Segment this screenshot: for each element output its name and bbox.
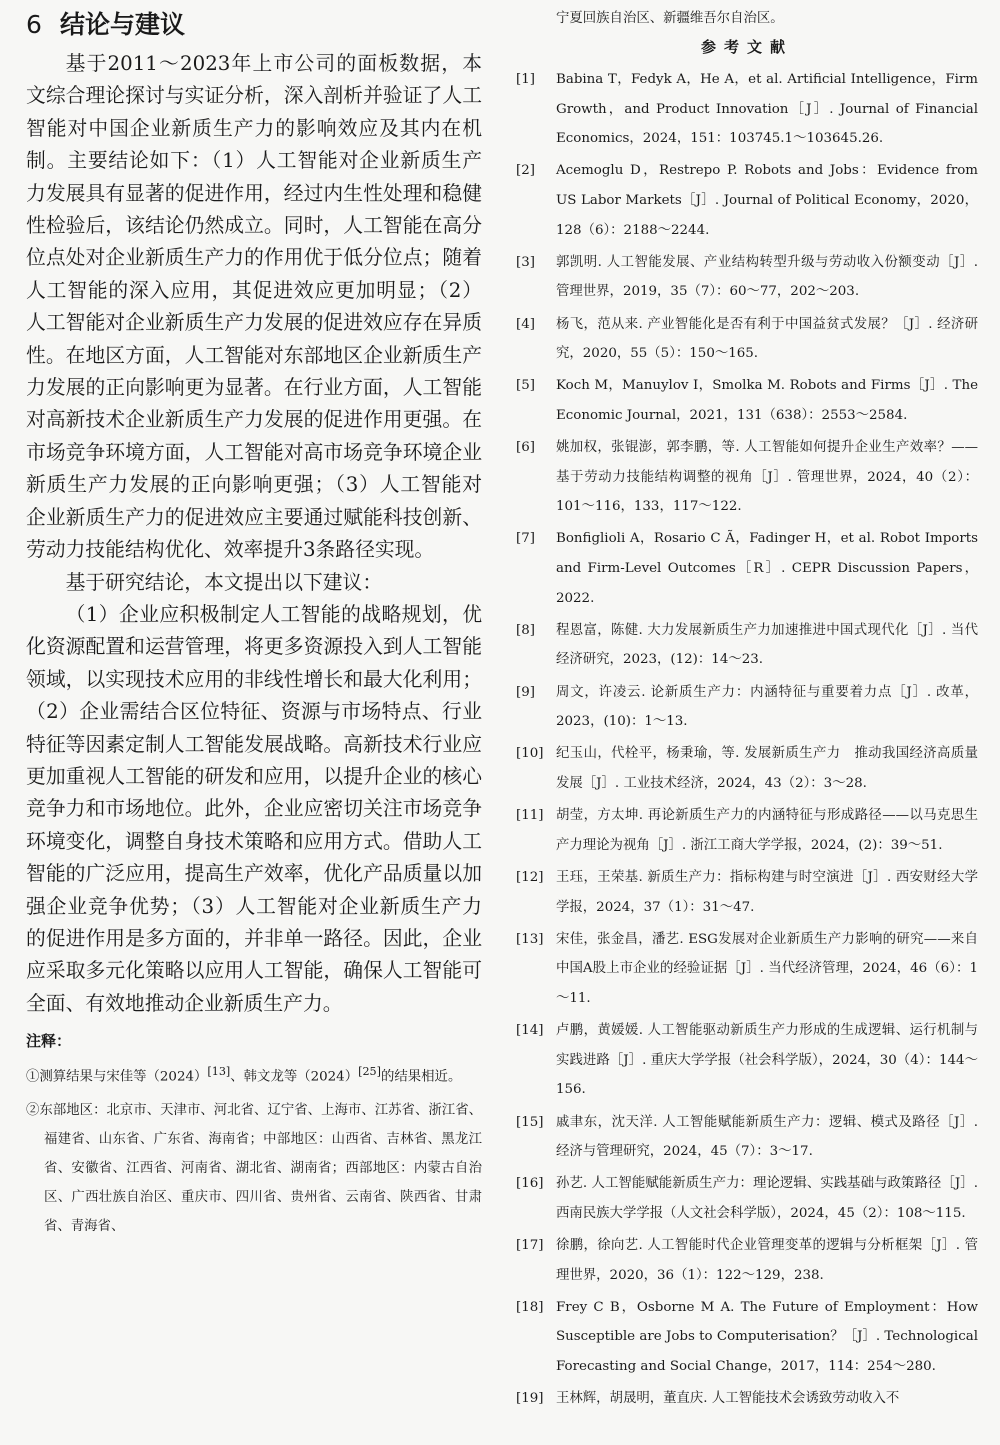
reference-text: Koch M，Manuylov I，Smolka M. Robots and Firms［J］. The Economic Journal，2021，131（638）：2553～2584.	[556, 378, 978, 423]
reference-text: 程恩富，陈健. 大力发展新质生产力加速推进中国式现代化［J］. 当代经济研究，2023，(12)：14～23.	[556, 622, 978, 668]
reference-number: [12]	[516, 869, 544, 885]
reference-text: 杨飞，范从来. 产业智能化是否有利于中国益贫式发展？［J］. 经济研究，2020，55（5）：150～165.	[556, 316, 978, 362]
reference-item	[516, 156, 978, 245]
reference-text: 周文，许凌云. 论新质生产力：内涵特征与重要着力点［J］. 改革，2023，(10)：1～13.	[556, 684, 978, 730]
reference-text: Babina T，Fedyk A，He A，et al. Artificial Intelligence，Firm Growth，and Product Innovation［J］. Journal of Financial Economics，2024，151：103745.1～103645.26.	[556, 72, 978, 147]
reference-item	[516, 739, 978, 798]
reference-item	[516, 433, 978, 522]
reference-text: Frey C B，Osborne M A. The Future of Employment：How Susceptible are Jobs to Computerisation？［J］. Technological Forecasting and Social Change，2017，114：254～280.	[556, 1299, 978, 1375]
reference-text: 戚聿东，沈天洋. 人工智能赋能新质生产力：逻辑、模式及路径［J］. 经济与管理研究，2024，45（7）：3～17.	[556, 1114, 978, 1160]
reference-text: 孙艺. 人工智能赋能新质生产力：理论逻辑、实践基础与政策路径［J］. 西南民族大学学报（人文社会科学版），2024，45（2）：108～115.	[556, 1176, 978, 1221]
reference-text: Bonfiglioli A，Rosario C Ã，Fadinger H，et al. Robot Imports and Firm-Level Outcomes［R］. CEPR Discussion Papers，2022.	[556, 531, 978, 606]
note-item	[26, 1096, 482, 1241]
note-item	[26, 1057, 482, 1091]
reference-number: [13]	[516, 931, 544, 947]
notes-label: 注释：	[26, 1032, 72, 1051]
reference-text: 王林辉，胡晟明，董直庆. 人工智能技术会诱致劳动收入不	[556, 1391, 900, 1407]
reference-text: 郭凯明. 人工智能发展、产业结构转型升级与劳动收入份额变动［J］. 管理世界，2019，35（7）：60～77，202～203.	[556, 254, 978, 300]
reference-number: [2]	[516, 163, 535, 179]
section-heading	[26, 8, 482, 42]
references-title: 参考文献	[700, 38, 793, 56]
reference-number: [15]	[516, 1114, 544, 1130]
reference-number: [14]	[516, 1023, 544, 1039]
reference-number: [10]	[516, 746, 544, 762]
citation-superscript: [13]	[207, 1065, 231, 1079]
reference-item	[516, 65, 978, 154]
reference-number: [5]	[516, 378, 535, 394]
reference-item	[516, 371, 978, 430]
reference-item	[516, 616, 978, 675]
reference-text: 徐鹏，徐向艺. 人工智能时代企业管理变革的逻辑与分析框架［J］. 管理世界，2020，36（1）：122～129，238.	[556, 1238, 978, 1283]
note-text: 的结果相近。	[381, 1069, 462, 1085]
reference-list	[516, 65, 978, 1414]
reference-number: [17]	[516, 1238, 544, 1254]
left-column	[26, 8, 482, 1438]
reference-item	[516, 678, 978, 737]
reference-item	[516, 1293, 978, 1382]
reference-item	[516, 863, 978, 922]
reference-item	[516, 801, 978, 860]
note-text: 、韩文龙等（2024）	[230, 1069, 359, 1085]
reference-number: [19]	[516, 1391, 544, 1407]
reference-item	[516, 925, 978, 1014]
reference-text: 胡莹，方太坤. 再论新质生产力的内涵特征与形成路径——以马克思生产力理论为视角［J］. 浙江工商大学学报，2024，(2)：39～51.	[556, 808, 978, 853]
reference-number: [16]	[516, 1176, 544, 1192]
reference-number: [9]	[516, 684, 535, 700]
note-text: 测算结果与宋佳等（2024）	[39, 1069, 208, 1085]
note-continuation: 宁夏回族自治区、新疆维吾尔自治区。	[556, 11, 784, 26]
reference-text: 王珏，王荣基. 新质生产力：指标构建与时空演进［J］. 西安财经大学学报，2024，37（1）：31～47.	[556, 869, 978, 915]
reference-item	[516, 310, 978, 369]
note-text: 东部地区：北京市、天津市、河北省、辽宁省、上海市、江苏省、浙江省、福建省、山东省、广东省、海南省；中部地区：山西省、吉林省、黑龙江省、安徽省、江西省、河南省、湖北省、湖南省；西部地区：内蒙古自治区、广西壮族自治区、重庆市、四川省、贵州省、云南省、陕西省、甘肃省、青海省、	[39, 1102, 482, 1234]
section-title: 结论与建议	[60, 10, 186, 39]
reference-item	[516, 248, 978, 307]
reference-item	[516, 1016, 978, 1105]
reference-text: 卢鹏，黄媛媛. 人工智能驱动新质生产力形成的生成逻辑、运行机制与实践进路［J］. 重庆大学学报（社会科学版），2024，30（4）：144～156.	[556, 1023, 978, 1098]
reference-item	[516, 1108, 978, 1167]
reference-number: [7]	[516, 531, 535, 547]
reference-item	[516, 1169, 978, 1228]
citation-superscript: [25]	[358, 1065, 381, 1079]
reference-number: [8]	[516, 622, 535, 638]
section-number: 6	[26, 10, 42, 39]
reference-text: 姚加权，张锟澎，郭李鹏，等. 人工智能如何提升企业生产效率？——基于劳动力技能结构调整的视角［J］. 管理世界，2024，40（2）：101～116，133，117～122.	[556, 440, 978, 515]
reference-text: 宋佳，张金昌，潘艺. ESG发展对企业新质生产力影响的研究——来自中国A股上市企业的经验证据［J］. 当代经济管理，2024，46（6）：1～11.	[556, 931, 978, 1006]
reference-number: [18]	[516, 1299, 544, 1315]
note-mark: ①	[26, 1069, 40, 1085]
reference-text: Acemoglu D，Restrepo P. Robots and Jobs：Evidence from US Labor Markets［J］. Journal of Political Economy，2020，128（6）：2188～2244.	[556, 163, 978, 238]
reference-number: [6]	[516, 440, 535, 456]
note-mark: ②	[26, 1102, 40, 1118]
reference-item	[516, 1384, 978, 1414]
recommendation-paragraph: （1）企业应积极制定人工智能的战略规划，优化资源配置和运营管理，将更多资源投入到人工智能领域，以实现技术应用的非线性增长和最大化利用；（2）企业需结合区位特征、资源与市场特点、行业特征等因素定制人工智能发展战略。高新技术行业应更加重视人工智能的研发和应用，以提升企业的核心竞争力和市场地位。此外，企业应密切关注市场竞争环境变化，调整自身技术策略和应用方式。借助人工智能的广泛应用，提高生产效率，优化产品质量以加强企业竞争优势；（3）人工智能对企业新质生产力的促进作用是多方面的，并非单一路径。因此，企业应采取多元化策略以应用人工智能，确保人工智能可全面、有效地推动企业新质生产力。	[26, 602, 482, 1015]
reference-number: [11]	[516, 808, 544, 824]
reference-number: [4]	[516, 316, 535, 332]
right-column	[516, 8, 978, 1438]
conclusion-paragraph: 基于2011～2023年上市公司的面板数据，本文综合理论探讨与实证分析，深入剖析并验证了人工智能对中国企业新质生产力的影响效应及其内在机制。主要结论如下：（1）人工智能对企业新质生产力发展具有显著的促进作用，经过内生性处理和稳健性检验后，该结论仍然成立。同时，人工智能在高分位点处对企业新质生产力的作用优于低分位点；随着人工智能的深入应用，其促进效应更加明显；（2）人工智能对企业新质生产力发展的促进效应存在异质性。在地区方面，人工智能对东部地区企业新质生产力发展的正向影响更为显著。在行业方面，人工智能对高新技术企业新质生产力发展的促进作用更强。在市场竞争环境方面，人工智能对高市场竞争环境企业新质生产力发展的正向影响更强；（3）人工智能对企业新质生产力的促进效应主要通过赋能科技创新、劳动力技能结构优化、效率提升3条路径实现。	[26, 52, 482, 562]
reference-number: [3]	[516, 254, 535, 270]
reference-number: [1]	[516, 72, 535, 87]
recommendation-intro: 基于研究结论，本文提出以下建议：	[65, 570, 383, 594]
reference-item	[516, 1231, 978, 1290]
reference-item	[516, 524, 978, 613]
reference-text: 纪玉山，代栓平，杨秉瑜，等. 发展新质生产力 推动我国经济高质量发展［J］. 工业技术经济，2024，43（2）：3～28.	[556, 746, 978, 791]
